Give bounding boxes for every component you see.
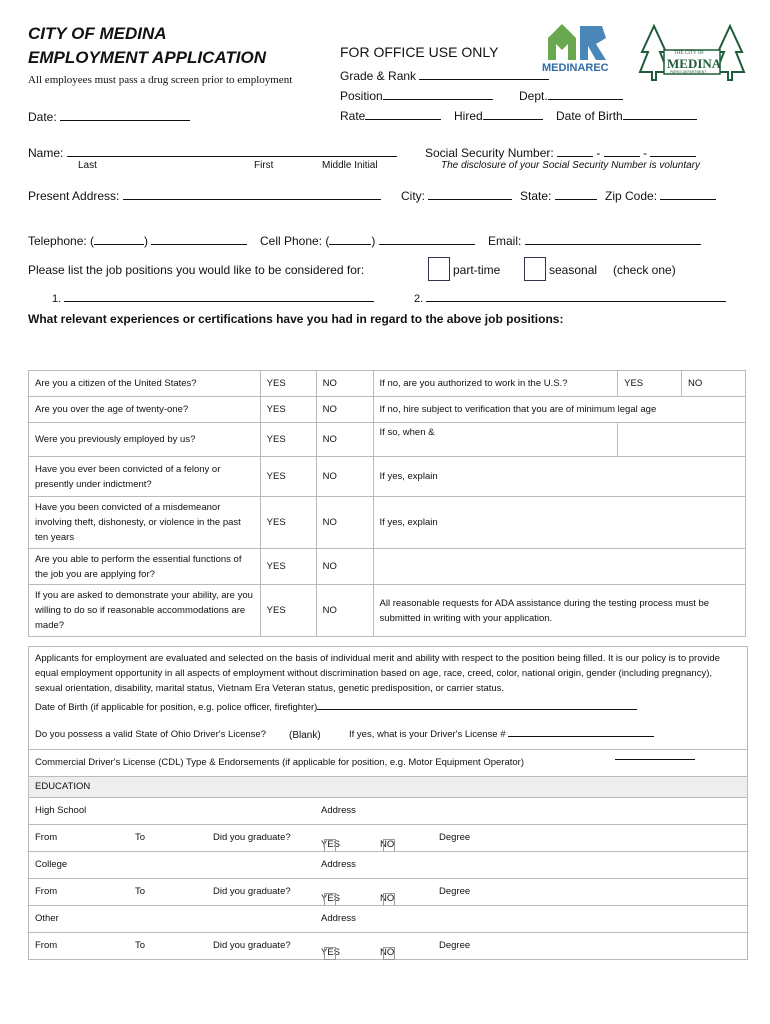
other-graduate-label: Did you graduate?: [213, 940, 291, 951]
hired-field[interactable]: [454, 109, 543, 123]
eligibility-questions-table: [28, 370, 746, 637]
city-of-medina-logo: [638, 22, 746, 86]
age-yes-cell[interactable]: YES: [260, 397, 316, 423]
college-graduate-label: Did you graduate?: [213, 886, 291, 897]
other-address-label: Address: [321, 913, 356, 924]
drivers-license-question: Do you possess a valid State of Ohio Driver's License?: [35, 729, 266, 740]
last-name-caption: Last: [78, 160, 97, 171]
age-no-cell[interactable]: NO: [316, 397, 373, 423]
cdl-input-line[interactable]: [615, 759, 695, 760]
yes-label: YES: [321, 839, 341, 850]
question-age: Are you over the age of twenty-one?: [29, 397, 261, 423]
present-address-label: Present Address:: [28, 189, 120, 203]
college-degree-label: Degree: [439, 886, 471, 897]
previous-when-input[interactable]: [618, 423, 746, 457]
other-to-label: To: [135, 940, 146, 951]
demonstrate-no-cell[interactable]: NO: [316, 585, 373, 637]
high-school-degree-label: Degree: [439, 832, 471, 843]
dob-position-field[interactable]: [29, 700, 747, 719]
positions-prompt: Please list the job positions you would like to be considered for:: [28, 263, 365, 277]
functions-blank-cell: [373, 549, 745, 585]
table-row: [29, 457, 746, 497]
high-school-row: [29, 797, 747, 824]
position-2-label: 2.: [414, 293, 424, 305]
seasonal-label: seasonal: [549, 263, 598, 277]
city-field[interactable]: [401, 189, 512, 203]
seasonal-checkbox[interactable]: [524, 257, 546, 281]
misdemeanor-no-cell[interactable]: NO: [316, 497, 373, 549]
other-degree-label: Degree: [439, 940, 471, 951]
other-from-label: From: [35, 940, 58, 951]
ada-assistance-note: All reasonable requests for ADA assistance during the testing process must be submitted in writing with your application.: [373, 585, 745, 637]
city-logo-small-text: THE CITY OF: [674, 51, 705, 56]
city-logo-sub-text: PARKS DEPARTMENT: [670, 70, 707, 74]
demonstrate-yes-cell[interactable]: YES: [260, 585, 316, 637]
grade-rank-field[interactable]: [340, 69, 549, 83]
date-field[interactable]: [28, 110, 190, 124]
previous-no-cell[interactable]: NO: [316, 423, 373, 457]
telephone-field[interactable]: Telephone: ( ): [28, 234, 247, 248]
yes-label: YES: [321, 893, 341, 904]
question-demonstrate-ability: If you are asked to demonstrate your ability, are you willing to do so if reasonable accommodations are made?: [29, 585, 261, 637]
age-verification-note: If no, hire subject to verification that you are of minimum legal age: [373, 397, 745, 423]
license-number-field[interactable]: [349, 729, 654, 740]
equal-opportunity-statement: Applicants for employment are evaluated and selected on the basis of individual merit and ability with respect to the position being filled. It is our policy is to provide equal employment opportunity in all aspects of employment without discrimination based on age, race, creed, color, national origin, gender (including pregnancy), sexual orientation, disability, marital status, Vietnam Era Veteran status, genetic predisposition, or carrier status.: [35, 653, 720, 694]
middle-initial-caption: Middle Initial: [322, 160, 378, 171]
city-label: City:: [401, 189, 425, 203]
misdemeanor-yes-cell[interactable]: YES: [260, 497, 316, 549]
no-label: NO: [380, 947, 395, 958]
education-heading: EDUCATION: [35, 781, 91, 792]
previous-when-label: If so, when &: [373, 423, 618, 457]
email-field[interactable]: [488, 234, 701, 248]
zip-code-label: Zip Code:: [605, 189, 658, 203]
question-misdemeanor: Have you been convicted of a misdemeanor involving theft, dishonesty, or violence in the past ten years: [29, 497, 261, 549]
medinarec-logo: [540, 20, 628, 78]
no-label: NO: [380, 893, 395, 904]
drivers-license-answer[interactable]: (Blank): [289, 730, 321, 741]
question-work-authorized: If no, are you authorized to work in the U.S.?: [373, 371, 618, 397]
college-row: [29, 851, 747, 878]
state-field[interactable]: [520, 189, 597, 203]
authorized-no-cell[interactable]: NO: [682, 371, 746, 397]
college-dates-row: [29, 878, 747, 905]
application-details-block: [28, 646, 748, 960]
office-dob-label: Date of Birth: [556, 109, 623, 123]
no-label: NO: [380, 839, 395, 850]
date-label: Date:: [28, 110, 57, 124]
position-1-label: 1.: [52, 293, 62, 305]
table-row: [29, 585, 746, 637]
table-row: [29, 497, 746, 549]
table-row: [29, 397, 746, 423]
college-label: College: [35, 859, 68, 870]
college-address-label: Address: [321, 859, 356, 870]
citizen-yes-cell[interactable]: YES: [260, 371, 316, 397]
high-school-label: High School: [35, 805, 87, 816]
cdl-row[interactable]: [29, 749, 747, 776]
misdemeanor-explain-field[interactable]: If yes, explain: [373, 497, 745, 549]
office-use-heading: FOR OFFICE USE ONLY: [340, 44, 499, 60]
ssn-disclosure-note: The disclosure of your Social Security Number is voluntary: [441, 160, 700, 171]
first-name-caption: First: [254, 160, 274, 171]
grade-rank-label: Grade & Rank: [340, 69, 417, 83]
high-school-address-label: Address: [321, 805, 356, 816]
city-logo-text: MEDINA: [667, 56, 722, 71]
license-number-label: If yes, what is your Driver's License #: [349, 729, 506, 740]
question-felony: Have you ever been convicted of a felony or presently under indictment?: [29, 457, 261, 497]
experience-prompt: What relevant experiences or certifications have you had in regard to the above job positions:: [28, 312, 564, 326]
cdl-label: Commercial Driver's License (CDL) Type & Endorsements (if applicable for position, e.g. Motor Equipment Operator): [35, 757, 524, 768]
checkbox-icon: [324, 947, 336, 960]
hired-label: Hired: [454, 109, 483, 123]
name-label: Name:: [28, 146, 64, 160]
question-essential-functions: Are you able to perform the essential functions of the job you are applying for?: [29, 549, 261, 585]
cell-phone-field[interactable]: Cell Phone: ( ): [260, 234, 475, 248]
drivers-license-row: [29, 719, 747, 749]
table-row: [29, 371, 746, 397]
medinarec-logo-text: MEDINAREC: [542, 62, 609, 74]
position-field[interactable]: [340, 89, 493, 103]
other-education-row: [29, 905, 747, 932]
position-label: Position: [340, 89, 383, 103]
table-row: [29, 423, 746, 457]
authorized-yes-cell[interactable]: YES: [618, 371, 682, 397]
present-address-field[interactable]: [28, 189, 381, 203]
other-dates-row: [29, 932, 747, 959]
ssn-label: Social Security Number:: [425, 146, 554, 160]
checkbox-icon: [383, 947, 395, 960]
felony-explain-field[interactable]: If yes, explain: [373, 457, 745, 497]
high-school-dates-row: [29, 824, 747, 851]
college-to-label: To: [135, 886, 146, 897]
dept-field[interactable]: [519, 89, 623, 103]
felony-no-cell[interactable]: NO: [316, 457, 373, 497]
high-school-graduate-label: Did you graduate?: [213, 832, 291, 843]
office-dob-field[interactable]: [556, 109, 697, 123]
drug-screen-note: All employees must pass a drug screen prior to employment: [28, 74, 293, 86]
part-time-label: part-time: [453, 263, 501, 277]
high-school-from-label: From: [35, 832, 58, 843]
education-heading-row: [29, 776, 747, 797]
table-row: [29, 549, 746, 585]
citizen-no-cell[interactable]: NO: [316, 371, 373, 397]
previous-yes-cell[interactable]: YES: [260, 423, 316, 457]
form-title-line1: CITY OF MEDINA: [28, 24, 167, 43]
question-citizen: Are you a citizen of the United States?: [29, 371, 261, 397]
dob-position-label: Date of Birth (if applicable for position, e.g. police officer, firefighter): [35, 702, 318, 713]
question-previously-employed: Were you previously employed by us?: [29, 423, 261, 457]
ssn-field[interactable]: Social Security Number: - -: [425, 146, 696, 160]
email-label: Email:: [488, 234, 522, 248]
functions-no-cell[interactable]: NO: [316, 549, 373, 585]
state-label: State:: [520, 189, 552, 203]
rate-label: Rate: [340, 109, 366, 123]
functions-yes-cell[interactable]: YES: [260, 549, 316, 585]
form-title-line2: EMPLOYMENT APPLICATION: [28, 48, 266, 67]
position-1-field[interactable]: [52, 293, 374, 305]
telephone-label: Telephone: (: [28, 234, 95, 248]
high-school-to-label: To: [135, 832, 146, 843]
other-education-label: Other: [35, 913, 59, 924]
felony-yes-cell[interactable]: YES: [260, 457, 316, 497]
dept-label: Dept.: [519, 89, 548, 103]
zip-code-field[interactable]: [605, 189, 716, 203]
yes-label: YES: [321, 947, 341, 958]
part-time-checkbox[interactable]: [428, 257, 450, 281]
college-from-label: From: [35, 886, 58, 897]
rate-field[interactable]: [340, 109, 441, 123]
cell-phone-label: Cell Phone: (: [260, 234, 330, 248]
check-one-hint: (check one): [613, 263, 676, 277]
name-field[interactable]: [28, 146, 397, 160]
position-2-field[interactable]: [414, 293, 726, 305]
